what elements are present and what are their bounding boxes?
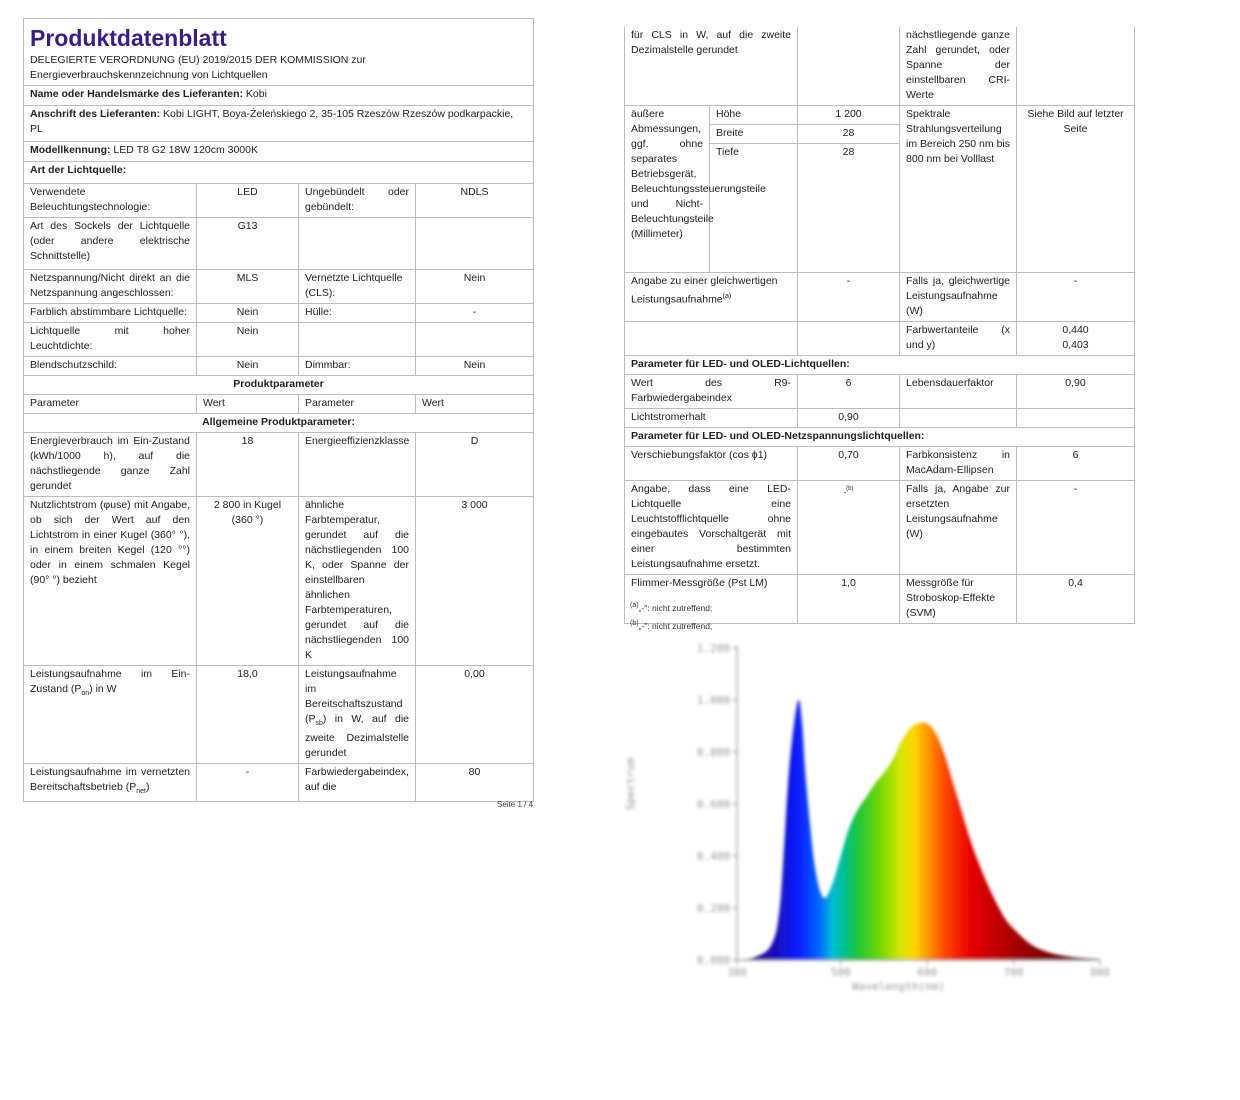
table-cell: Falls ja, Angabe zur ersetzten Leistungsaufnahme (W) (900, 481, 1017, 575)
table-cell: - (1017, 273, 1135, 322)
table-cell: Falls ja, gleichwertige Leistungsaufnahme (W) (900, 273, 1017, 322)
y-tick-label: 0.600 (696, 798, 730, 811)
x-tick-label: 700 (1003, 966, 1024, 979)
table-cell: Messgröße für Stroboskop-Effekte (SVM) (900, 575, 1017, 624)
table-cell (1017, 409, 1135, 428)
table-cell: 0,00 (416, 666, 534, 764)
y-tick-label: 1.000 (696, 694, 730, 707)
table-cell: Nein (197, 304, 299, 323)
table-cell: Farbwertanteile (x und y) (900, 322, 1017, 356)
table-cell: Nein (416, 270, 534, 304)
model-value: LED T8 G2 18W 120cm 3000K (113, 144, 258, 156)
regulation-line-2: Energieverbrauchskennzeichnung von Lichtquellen (30, 69, 268, 81)
table-cell: - (416, 304, 534, 323)
table-cell: Leistungsaufnahme im Bereitschaftszustand $(P_{sb})$ in W, auf die zweite Dezimalstelle gerundet (299, 666, 416, 764)
spectrum-area (737, 700, 1100, 960)
table-cell: Nein (416, 357, 534, 376)
y-tick-label: 0.200 (696, 902, 730, 915)
x-axis-label: Wavelength(nm) (852, 980, 945, 993)
table-cell: 80 (416, 764, 534, 802)
table-row (625, 409, 1135, 428)
table-cell: 1,0 (798, 575, 900, 624)
table-cell: Lichtstromerhalt (625, 409, 798, 428)
table-cell (900, 409, 1017, 428)
table-cell (299, 323, 416, 357)
table-header-row (24, 395, 534, 414)
table-cell (798, 322, 900, 356)
mains-params-heading: Parameter für LED- und OLED-Netzspannungslichtquellen: (625, 428, 1135, 447)
column-header-parameter: Parameter (24, 395, 197, 414)
table-cell: - (197, 764, 299, 802)
table-row (625, 106, 1135, 125)
y-tick-label: 0.400 (696, 850, 730, 863)
table-cell: 18,0 (197, 666, 299, 764)
table-cell (1017, 27, 1135, 106)
table-cell: NDLS (416, 184, 534, 218)
table-cell (798, 27, 900, 106)
table-cell: 2 800 in Kugel (360 °) (197, 497, 299, 666)
table-cell: Vernetzte Lichtquelle (CLS): (299, 270, 416, 304)
y-axis-label: Spectrum (624, 757, 637, 811)
table-cell: Nein (197, 323, 299, 357)
table-cell: 0,90 (798, 409, 900, 428)
table-cell: Dimmbar: (299, 357, 416, 376)
x-tick-label: 500 (830, 966, 851, 979)
table-row (24, 218, 534, 270)
table-cell: Netzspannung/Nicht direkt an die Netzspannung angeschlossen: (24, 270, 197, 304)
table-row (24, 764, 534, 802)
table-cell: Farbkonsistenz in MacAdam-Ellipsen (900, 447, 1017, 481)
table-cell (625, 322, 798, 356)
table-cell: 0,440 0,403 (1017, 322, 1135, 356)
footnote-b: $^{(b)}$„-": nicht zutreffend; (630, 619, 713, 631)
table-cell: Energieeffizienzklasse (299, 433, 416, 497)
x-tick-label: 600 (917, 966, 938, 979)
table-row (24, 666, 534, 764)
spectral-label: Spektrale Strahlungsverteilung im Bereich 250 nm bis 800 nm bei Volllast (900, 106, 1017, 273)
table-cell (416, 323, 534, 357)
table-cell: Blendschutzschild: (24, 357, 197, 376)
datasheet-page-2 (624, 27, 1134, 624)
footnote-a: $^{(a)}$„-": nicht zutreffend; (630, 602, 713, 613)
y-tick-label: 1.200 (696, 642, 730, 655)
table-cell: MLS (197, 270, 299, 304)
datasheet-page-1 (23, 18, 533, 802)
table-cell: ähnliche Farbtemperatur, gerundet auf die nächstliegenden 100 K, oder Spanne der einstellbaren ähnlichen Farbtemperaturen, gerundet auf die nächstliegenden 100 K (299, 497, 416, 666)
regulation-line-1: DELEGIERTE VERORDNUNG (EU) 2019/2015 DER KOMMISSION zur (30, 54, 366, 66)
table-cell: Farbwiedergabeindex, auf die (299, 764, 416, 802)
y-tick-label: 0.000 (696, 954, 730, 967)
table-row (24, 270, 534, 304)
table-cell: Lebensdauerfaktor (900, 375, 1017, 409)
table-cell: - (1017, 481, 1135, 575)
dimension-depth-label: Tiefe (710, 144, 798, 163)
supplier-name-label: Name oder Handelsmarke des Lieferanten: (30, 88, 243, 100)
table-row (24, 433, 534, 497)
table-cell: Farblich abstimmbare Lichtquelle: (24, 304, 197, 323)
table-cell (416, 218, 534, 270)
table-cell: Angabe, dass eine LED-Lichtquelle eine Leuchtstofflichtquelle ohne eingebautes Vorschaltgerät mit einer bestimmten Leistungsaufnahme ersetzt. (625, 481, 798, 575)
table-cell: Verschiebungsfaktor (cos ϕ1) (625, 447, 798, 481)
table-row (625, 481, 1135, 575)
table-cell: Nein (197, 357, 299, 376)
supplier-address-label: Anschrift des Lieferanten: (30, 108, 161, 120)
table-cell: LED (197, 184, 299, 218)
datasheet-table-page-2 (624, 27, 1135, 624)
table-row (625, 447, 1135, 481)
supplier-name-value: Kobi (245, 88, 267, 100)
led-params-heading: Parameter für LED- und OLED-Lichtquellen: (625, 356, 1135, 375)
table-row (24, 497, 534, 666)
table-cell: Wert des R9-Farbwiedergabeindex (625, 375, 798, 409)
dimension-height-label: Höhe (710, 106, 798, 125)
table-cell: 0,4 (1017, 575, 1135, 624)
table-cell: Energieverbrauch im Ein-Zustand (kWh/1000 h), auf die nächstliegende ganze Zahl gerundet (24, 433, 197, 497)
table-cell: 6 (1017, 447, 1135, 481)
table-row (24, 304, 534, 323)
footnotes (630, 598, 712, 634)
table-cell: Verwendete Beleuchtungstechnologie: (24, 184, 197, 218)
table-cell: nächstliegende ganze Zahl gerundet, oder Spanne der einstellbaren CRI-Werte (900, 27, 1017, 106)
table-cell: D (416, 433, 534, 497)
table-cell: - (798, 273, 900, 322)
table-cell: Leistungsaufnahme im vernetzten Bereitschaftsbetrieb $(P_{net})$ (24, 764, 197, 802)
table-cell: Leistungsaufnahme im Ein-Zustand $(P_{on})$ in W (24, 666, 197, 764)
product-params-heading: Produktparameter (24, 376, 534, 395)
general-params-heading: Allgemeine Produktparameter: (24, 414, 534, 433)
datasheet-table-page-1 (23, 18, 534, 802)
dimensions-label: äußere Abmessungen, ggf. ohne separates Betriebsgerät, Beleuchtungssteuerungsteile und Nicht-Beleuchtungsteile (Millimeter) (625, 106, 710, 273)
table-cell: Hülle: (299, 304, 416, 323)
table-row (625, 27, 1135, 106)
table-cell: Flimmer-Messgröße (Pst LM) (625, 575, 798, 624)
light-source-type-heading: Art der Lichtquelle: (24, 162, 534, 184)
chart-body (624, 642, 1110, 993)
table-row (625, 273, 1135, 322)
table-cell: G13 (197, 218, 299, 270)
table-cell: 0,90 (1017, 375, 1135, 409)
table-cell: 3 000 (416, 497, 534, 666)
table-cell: 0,70 (798, 447, 900, 481)
x-tick-label: 800 (1090, 966, 1110, 979)
spectral-value: Siehe Bild auf letzter Seite (1017, 106, 1135, 273)
table-row (24, 184, 534, 218)
table-cell: Lichtquelle mit hoher Leuchtdichte: (24, 323, 197, 357)
dimension-width-label: Breite (710, 125, 798, 144)
column-header-value: Wert (416, 395, 534, 414)
column-header-parameter: Parameter (299, 395, 416, 414)
table-row (625, 322, 1135, 356)
x-tick-label: 380 (727, 966, 747, 979)
table-cell: Ungebündelt oder gebündelt: (299, 184, 416, 218)
table-cell: 6 (798, 375, 900, 409)
page-title: Produktdatenblatt (30, 25, 227, 51)
dimension-depth-value: 28 (798, 144, 900, 163)
table-cell: 18 (197, 433, 299, 497)
table-cell: Art des Sockels der Lichtquelle (oder andere elektrische Schnittstelle) (24, 218, 197, 270)
dimension-width-value: 28 (798, 125, 900, 144)
table-row (24, 323, 534, 357)
supplier-address-value: Kobi LIGHT, Boya-Żeleńskiego 2, 35-105 Rzeszów Rzeszów podkarpackie, PL (30, 108, 514, 135)
y-tick-label: 0.800 (696, 746, 730, 759)
table-cell: für CLS in W, auf die zweite Dezimalstelle gerundet (625, 27, 798, 106)
model-label: Modellkennung: (30, 144, 111, 156)
table-cell: Angabe zu einer gleichwertigen Leistungsaufnahme$^{(a)}$ (625, 273, 798, 322)
table-row (625, 375, 1135, 409)
table-cell (299, 218, 416, 270)
column-header-value: Wert (197, 395, 299, 414)
spectrum-chart (620, 636, 1120, 996)
table-row (24, 357, 534, 376)
table-cell: -$^{(b)}$ (798, 481, 900, 575)
table-cell: Nutzlichtstrom (φuse) mit Angabe, ob sich der Wert auf den Lichtstrom in einer Kugel (360° °), in einem breiten Kegel (120 °°) oder in einem schmalen Kegel (90° °) bezieht (24, 497, 197, 666)
dimension-height-value: 1 200 (798, 106, 900, 125)
page-number: Seite 1 / 4 (497, 800, 534, 809)
